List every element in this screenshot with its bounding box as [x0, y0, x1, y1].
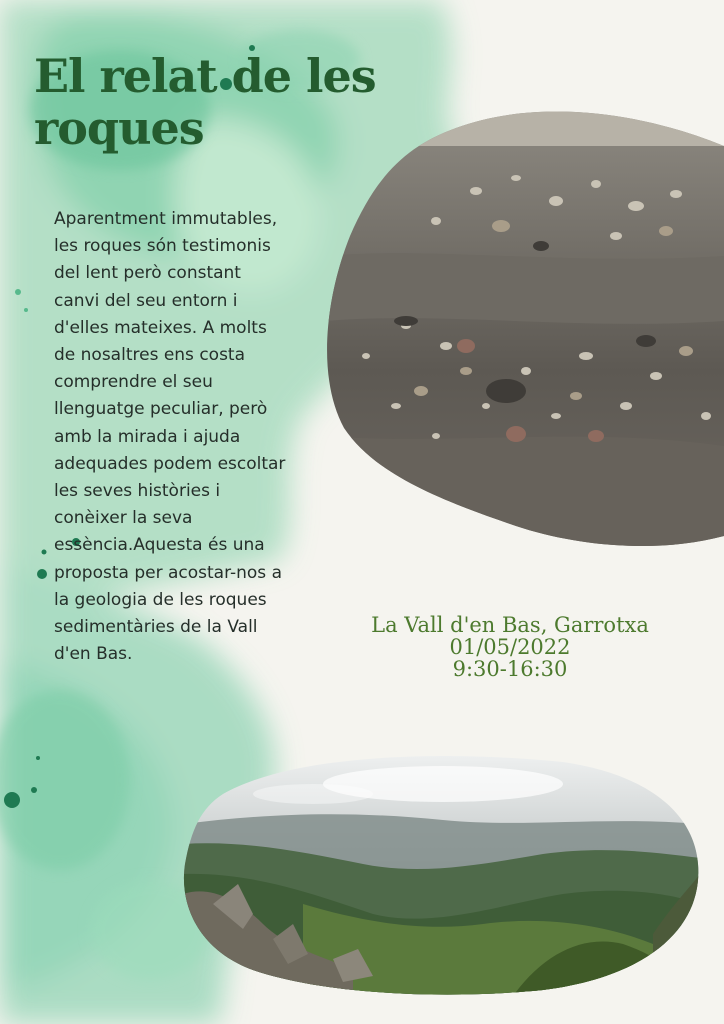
description-text: Aparentment immutables, les roques són testimonis del lent però constant canvi del seu entorn i d'elles mateixes. A molts de nosaltres ens costa comprendre el seu llenguatge peculiar, però amb la mirada i ajuda adequades podem escoltar les seves històries i conèixer la seva essència.Aquesta és una proposta per acostar-nos a la geologia de les roques sedimentàries de la Vall d'en Bas. [54, 209, 286, 665]
poster-title: El relat de les roques [34, 49, 376, 155]
event-time: 9:30-16:30 [452, 657, 568, 681]
event-info [340, 614, 680, 680]
event-date: 01/05/2022 [449, 635, 571, 659]
rocks-photo [326, 106, 724, 548]
valley-photo [183, 754, 700, 996]
event-location: La Vall d'en Bas, Garrotxa [371, 613, 649, 637]
